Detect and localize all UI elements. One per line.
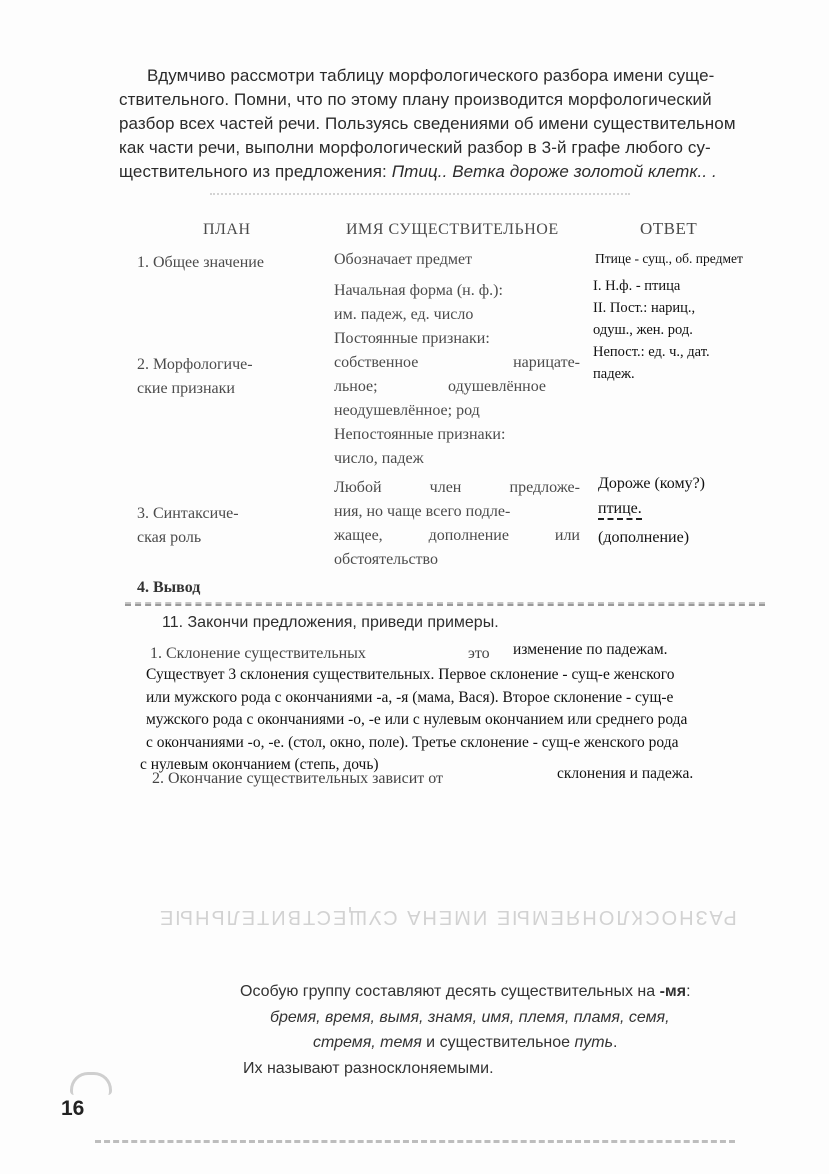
- header-answer: ОТВЕТ: [640, 219, 698, 238]
- info-text: Особую группу составляют десять существительных на: [240, 983, 660, 1000]
- task-p2-prefix: 2. Окончание существительных зависит от: [152, 770, 444, 787]
- intro-line: разбор всех частей речи. Пользуясь сведениями об имени существительном: [119, 114, 736, 133]
- row2-noun: [334, 279, 580, 471]
- row2-answer-line: II. Пост.: нариц.,: [593, 300, 696, 316]
- info-line-4: Их называют разносклоняемыми.: [243, 1060, 494, 1077]
- row4-plan: 4. Вывод: [137, 579, 201, 596]
- task-p1-word: это: [468, 645, 490, 662]
- table-bottom-border-faded: [125, 596, 765, 604]
- info-line-3: [313, 1034, 617, 1052]
- page-number: 16: [61, 1097, 85, 1120]
- row2-noun-line: Начальная форма (н. ф.):: [334, 282, 503, 299]
- row2-plan: [137, 353, 253, 401]
- intro-line: [119, 162, 717, 182]
- row2-plan-line: 2. Морфологиче-: [137, 356, 253, 373]
- answer-line: с окончаниями -о, -е. (стол, окно, поле). Третье склонение - сущ-е женского рода: [146, 733, 679, 751]
- row2-noun-line: Постоянные признаки:: [334, 330, 490, 347]
- task-p2-answer: склонения и падежа.: [557, 765, 694, 782]
- row3-answer-line: (дополнение): [598, 529, 690, 546]
- word: нарицате-: [513, 354, 580, 371]
- row3-plan: [137, 502, 239, 550]
- task-p1-answer: изменение по падежам.: [513, 641, 668, 658]
- row3-noun-line: ния, но чаще всего подле-: [334, 503, 511, 520]
- info-word: путь: [574, 1034, 614, 1051]
- intro-line: как части речи, выполни морфологический разбор в 3-й графе любого су-: [119, 138, 711, 157]
- row2-answer: [593, 275, 710, 385]
- row2-noun-line: число, падеж: [334, 450, 424, 467]
- bleed-through-title: РАЗНОСКЛОНЯЕМЫЕ ИМЕНА СУЩЕСТВИТЕЛЬНЫЕ: [158, 906, 737, 928]
- row3-plan-line: 3. Синтаксиче-: [137, 505, 239, 522]
- section-logo-icon: [70, 1072, 112, 1095]
- info-colon: :: [686, 983, 691, 1000]
- word: предложе-: [509, 479, 580, 496]
- word: дополнение: [428, 527, 509, 544]
- row2-noun-line: им. падеж, ед. число: [334, 306, 474, 323]
- info-line-2: бремя, время, вымя, знамя, имя, племя, пламя, семя,: [270, 1009, 670, 1026]
- faded-table-caption: [210, 193, 630, 205]
- word: жащее,: [334, 527, 383, 544]
- row2-answer-line: падеж.: [593, 366, 635, 382]
- row2-plan-line: ские признаки: [137, 380, 235, 397]
- answer-line: Существует 3 склонения существительных. Первое склонение - сущ-е женского: [146, 666, 675, 683]
- intro-line: Вдумчиво рассмотри таблицу морфологического разбора имени суще-: [147, 66, 715, 85]
- task-p1-answer-block: [140, 664, 688, 777]
- row3-answer-line: Дороже (кому?): [598, 475, 705, 492]
- row3-noun-line: обстоятельство: [334, 551, 438, 568]
- underlined-word: птице.: [598, 500, 642, 520]
- row2-noun-line: [334, 375, 546, 399]
- info-words: стремя, темя: [313, 1034, 422, 1051]
- answer-line: с нулевым окончанием (степь, дочь): [140, 756, 379, 773]
- task-title: 11. Закончи предложения, приведи примеры.: [162, 614, 499, 631]
- row2-noun-line: Непостоянные признаки:: [334, 426, 506, 443]
- row3-plan-line: ская роль: [137, 529, 202, 546]
- row1-noun: Обозначает предмет: [334, 251, 473, 268]
- word: собственное: [334, 354, 419, 371]
- footer-divider: [95, 1128, 735, 1143]
- header-noun: ИМЯ СУЩЕСТВИТЕЛЬНОЕ: [346, 221, 559, 238]
- header-plan: ПЛАН: [203, 221, 251, 238]
- answer-line: или мужского рода с окончаниями -а, -я (мама, Вася). Второе склонение - сущ-е: [146, 688, 674, 706]
- info-text: и существительное: [421, 1034, 575, 1051]
- row2-answer-line: I. Н.ф. - птица: [593, 278, 681, 294]
- intro-line: ствительного. Помни, что по этому плану производится морфологический: [119, 90, 712, 109]
- row1-plan: 1. Общее значение: [137, 254, 264, 271]
- info-line-1: [240, 983, 691, 1001]
- example-sentence: Птиц.. Ветка дороже золотой клетк.. .: [391, 162, 717, 181]
- row3-answer: [598, 471, 705, 550]
- word: член: [429, 479, 462, 496]
- word: одушевлённое: [448, 378, 546, 395]
- word: Любой: [334, 479, 382, 496]
- intro-line-text: ществительного из предложения:: [119, 162, 392, 181]
- row2-answer-line: одуш., жен. род.: [593, 322, 693, 338]
- row2-noun-line: неодушевлённое; род: [334, 402, 480, 419]
- row3-noun-line: [334, 476, 580, 500]
- info-ending: -мя: [659, 983, 687, 1000]
- row3-noun: [334, 476, 580, 572]
- row3-noun-line: [334, 524, 580, 548]
- task-p1-prefix: 1. Склонение существительных: [150, 645, 366, 662]
- row2-noun-line: [334, 351, 580, 375]
- info-dot: .: [613, 1034, 618, 1051]
- row2-answer-line: Непост.: ед. ч., дат.: [593, 344, 710, 360]
- word: или: [554, 527, 580, 544]
- word: льное;: [334, 378, 378, 395]
- row1-answer: Птице - сущ., об. предмет: [595, 251, 743, 266]
- answer-line: мужского рода с окончаниями -о, -е или с нулевым окончанием или среднего рода: [146, 711, 688, 728]
- row3-answer-line: [598, 496, 705, 521]
